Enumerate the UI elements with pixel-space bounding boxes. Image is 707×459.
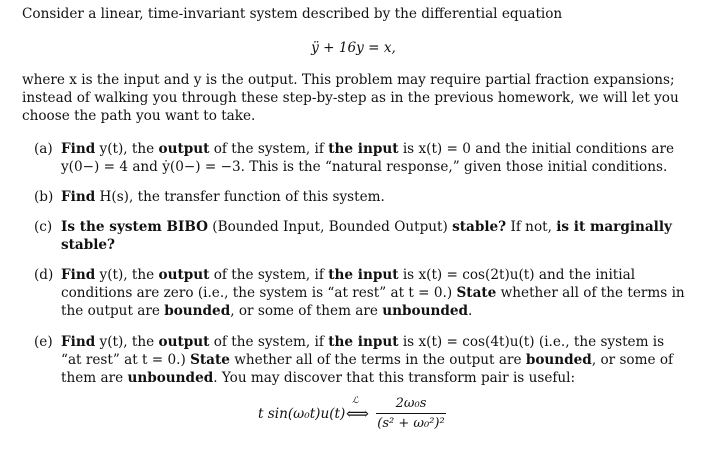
intro-line-3: instead of walking you through these step-by-step as in the previous homework, we will let you	[22, 90, 679, 106]
fraction-denominator: (s² + ω₀²)²	[377, 416, 445, 431]
part-d-line-1: Find y(t), the output of the system, if the input is x(t) = cos(2t)u(t) and the initial	[61, 267, 636, 283]
part-c-label: (c)	[34, 219, 53, 235]
intro-line-1: Consider a linear, time-invariant system described by the differential equation	[22, 6, 563, 22]
part-d-line-2: conditions are zero (i.e., the system is “at rest” at t = 0.) State whether all of the terms in	[61, 285, 685, 301]
part-a-label: (a)	[34, 141, 53, 157]
intro-line-4: choose the path you want to take.	[22, 108, 256, 124]
part-e-label: (e)	[34, 334, 53, 350]
double-arrow-icon: ⟺	[346, 404, 369, 423]
fraction-bar	[376, 413, 446, 414]
part-d-label: (d)	[34, 267, 54, 283]
part-c-line-2: stable?	[61, 237, 116, 253]
laplace-pair-arrow	[346, 396, 369, 423]
part-e-line-1: Find y(t), the output of the system, if the input is x(t) = cos(4t)u(t) (i.e., the system is	[61, 334, 665, 350]
intro-line-2: where x is the input and y is the output. This problem may require partial fraction expansions;	[22, 72, 675, 88]
part-a-line-2: y(0−) = 4 and ẏ(0−) = −3. This is the “natural response,” given those initial conditions.	[61, 159, 668, 175]
laplace-symbol: ℒ	[352, 396, 359, 406]
part-b-label: (b)	[34, 189, 54, 205]
differential-equation: ÿ + 16y = x,	[311, 40, 396, 56]
fraction-numerator: 2ω₀s	[395, 396, 427, 411]
transform-pair-lhs: t sin(ω₀t)u(t)	[258, 406, 346, 422]
transform-pair-fraction	[376, 396, 446, 431]
part-a-find: Find	[61, 141, 96, 157]
part-c-line-1: Is the system BIBO (Bounded Input, Bounded Output) stable? If not, is it marginally	[61, 219, 672, 235]
part-b-line-1: Find H(s), the transfer function of this system.	[61, 189, 385, 205]
part-d-line-3: the output are bounded, or some of them are unbounded.	[61, 303, 473, 319]
part-a-line-1: Find y(t), the output of the system, if the input is x(t) = 0 and the initial conditions are	[61, 141, 675, 157]
part-e-line-2: “at rest” at t = 0.) State whether all of the terms in the output are bounded, or some of	[61, 352, 674, 368]
part-e-line-3: them are unbounded. You may discover that this transform pair is useful:	[61, 370, 576, 386]
